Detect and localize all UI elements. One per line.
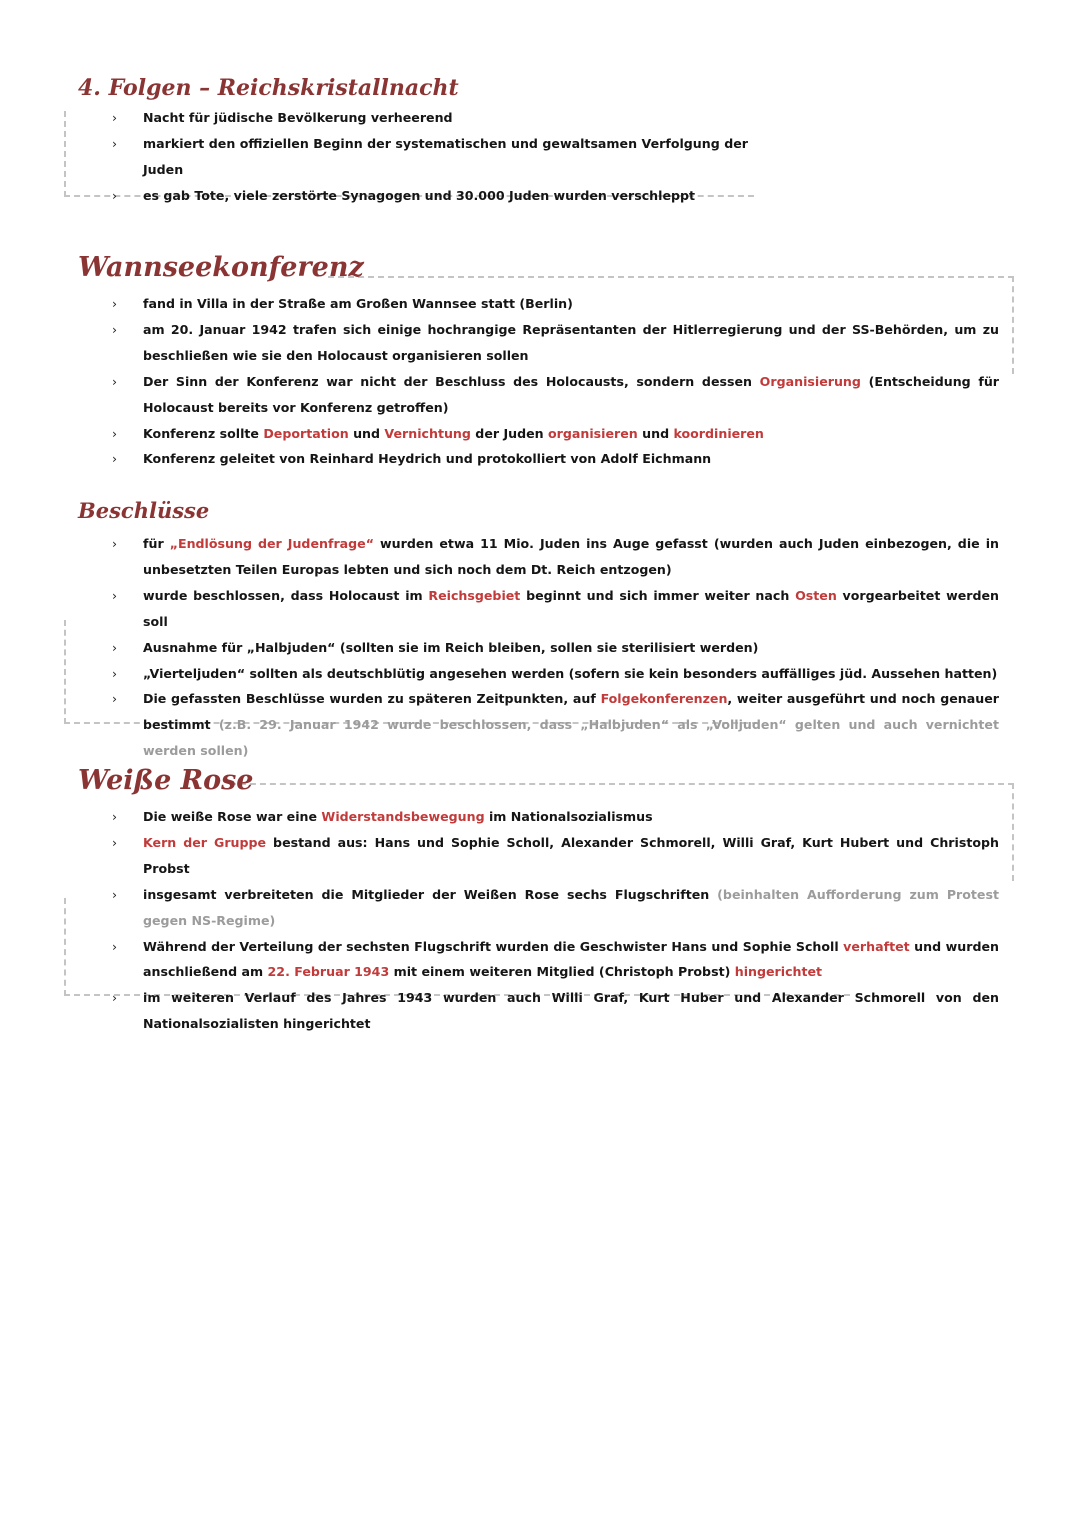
- text-segment: im weiteren Verlauf des Jahres 1943 wurden auch Willi Graf, Kurt Huber und Alexander Schmorell von den Nationalsozialisten hingerichtet: [143, 990, 999, 1032]
- chevron-right-icon: ›: [112, 187, 118, 203]
- text-segment: beginnt und sich immer weiter nach: [520, 587, 796, 603]
- text-segment: Ausnahme für „Halbjuden“ (sollten sie im Reich bleiben, sollen sie sterilisiert werden): [143, 639, 759, 655]
- list-item: [112, 686, 999, 764]
- text-segment: bestand aus: Hans und Sophie Scholl, Alexander Schmorell, Willi Graf, Kurt Hubert und Christoph Probst: [143, 834, 999, 876]
- list-item: [112, 317, 999, 369]
- text-segment: insgesamt verbreiteten die Mitglieder der Weißen Rose sechs Flugschriften: [143, 886, 718, 902]
- highlighted-text: koordinieren: [673, 425, 764, 441]
- text-segment: Nacht für jüdische Bevölkerung verheerend: [143, 110, 453, 125]
- muted-text: (beinhalten Aufforderung zum Protest gegen NS-Regime): [143, 886, 999, 928]
- chevron-right-icon: ›: [112, 373, 118, 389]
- text-segment: „Vierteljuden“ sollten als deutschblütig angesehen werden (sofern sie kein besonders auffälliges jüd. Aussehen hatten): [143, 665, 998, 681]
- list-item: [112, 105, 748, 131]
- text-segment: vorgearbeitet werden soll: [143, 587, 999, 629]
- text-segment: am 20. Januar 1942 trafen sich einige hochrangige Repräsentanten der Hitlerregierung und der SS-Behörden, um zu beschließen wie sie den Holocaust organisieren sollen: [143, 321, 999, 363]
- chevron-right-icon: ›: [112, 135, 118, 151]
- highlighted-text: hingerichtet: [734, 964, 823, 980]
- list-item: [112, 131, 748, 183]
- highlighted-text: „Endlösung der Judenfrage“: [169, 536, 374, 551]
- highlighted-text: organisieren: [548, 425, 638, 441]
- list-item: [112, 661, 999, 687]
- list-item: [112, 183, 748, 209]
- list-item: [112, 934, 999, 986]
- chevron-right-icon: ›: [112, 451, 118, 467]
- list-item: [112, 583, 999, 635]
- chevron-right-icon: ›: [112, 587, 118, 603]
- text-segment: Die weiße Rose war eine: [143, 809, 322, 824]
- text-segment: und wurden anschließend am: [143, 938, 999, 980]
- highlighted-text: verhaftet: [843, 938, 910, 954]
- text-segment: Der Sinn der Konferenz war nicht der Beschluss des Holocausts, sondern dessen: [143, 373, 760, 389]
- text-segment: wurden etwa 11 Mio. Juden ins Auge gefasst (wurden auch Juden einbezogen, die in unbesetzten Teilen Europas lebten und sich noch dem Dt. Reich entzogen): [143, 536, 999, 577]
- highlighted-text: Vernichtung: [384, 425, 471, 441]
- chevron-right-icon: ›: [112, 665, 118, 681]
- chevron-right-icon: ›: [112, 110, 118, 125]
- list-item: [112, 446, 999, 472]
- bullet-list-weisse-rose: [112, 804, 999, 1037]
- chevron-right-icon: ›: [112, 809, 118, 824]
- text-segment: markiert den offiziellen Beginn der systematischen und gewaltsamen Verfolgung der Juden: [143, 135, 748, 177]
- section-title-wannseekonferenz: Wannseekonferenz: [78, 252, 364, 283]
- section-title-reichskristallnacht: 4. Folgen – Reichskristallnacht: [78, 75, 459, 101]
- list-item: [112, 882, 999, 934]
- chevron-right-icon: ›: [112, 990, 118, 1006]
- chevron-right-icon: ›: [112, 639, 118, 655]
- list-item: [112, 985, 999, 1037]
- section-title-beschluesse: Beschlüsse: [78, 498, 210, 523]
- text-segment: wurde beschlossen, dass Holocaust im: [143, 587, 429, 603]
- chevron-right-icon: ›: [112, 321, 118, 337]
- text-segment: und: [348, 425, 385, 441]
- chevron-right-icon: ›: [112, 536, 118, 551]
- highlighted-text: Deportation: [263, 425, 349, 441]
- chevron-right-icon: ›: [112, 691, 118, 707]
- list-item: [112, 291, 999, 317]
- list-item: [112, 830, 999, 882]
- text-segment: Konferenz sollte: [143, 425, 264, 441]
- text-segment: für: [143, 536, 170, 551]
- chevron-right-icon: ›: [112, 425, 118, 441]
- chevron-right-icon: ›: [112, 296, 118, 311]
- bullet-list-wannseekonferenz: [112, 291, 999, 472]
- chevron-right-icon: ›: [112, 938, 118, 954]
- highlighted-text: Reichsgebiet: [428, 587, 521, 603]
- text-segment: der Juden: [470, 425, 549, 441]
- list-item: [112, 531, 999, 583]
- list-item: [112, 421, 999, 447]
- highlighted-text: Osten: [795, 587, 837, 603]
- chevron-right-icon: ›: [112, 886, 118, 902]
- text-segment: Die gefassten Beschlüsse wurden zu späteren Zeitpunkten, auf: [143, 691, 601, 707]
- text-segment: fand in Villa in der Straße am Großen Wannsee statt (Berlin): [143, 296, 573, 311]
- text-segment: (Entscheidung für Holocaust bereits vor Konferenz getroffen): [143, 373, 1000, 415]
- text-segment: mit einem weiteren Mitglied (Christoph Probst): [389, 964, 735, 980]
- highlighted-text: Kern der Gruppe: [143, 834, 267, 850]
- section-title-weisse-rose: Weiße Rose: [78, 765, 254, 796]
- text-segment: Während der Verteilung der sechsten Flugschrift wurden die Geschwister Hans und Sophie Scholl: [143, 938, 844, 954]
- text-segment: es gab Tote, viele zerstörte Synagogen und 30.000 Juden wurden verschleppt: [143, 187, 696, 203]
- bullet-list-beschluesse: [112, 531, 999, 764]
- bullet-list-reichskristallnacht: [112, 105, 748, 209]
- list-item: [112, 804, 999, 830]
- muted-text: (z.B. 29. Januar 1942 wurde beschlossen, dass „Halbjuden“ als „Volljuden“ gelten und auch vernichtet werden sollen): [143, 717, 999, 759]
- text-segment: , weiter ausgeführt und noch genauer bestimmt: [143, 691, 999, 733]
- highlighted-text: 22. Februar 1943: [267, 964, 390, 980]
- chevron-right-icon: ›: [112, 834, 118, 850]
- list-item: [112, 369, 999, 421]
- highlighted-text: Organisierung: [759, 373, 861, 389]
- list-item: [112, 635, 999, 661]
- highlighted-text: Folgekonferenzen: [600, 691, 728, 707]
- text-segment: Konferenz geleitet von Reinhard Heydrich und protokolliert von Adolf Eichmann: [143, 451, 712, 467]
- text-segment: und: [637, 425, 674, 441]
- text-segment: im Nationalsozialismus: [484, 809, 653, 824]
- highlighted-text: Widerstandsbewegung: [321, 809, 485, 824]
